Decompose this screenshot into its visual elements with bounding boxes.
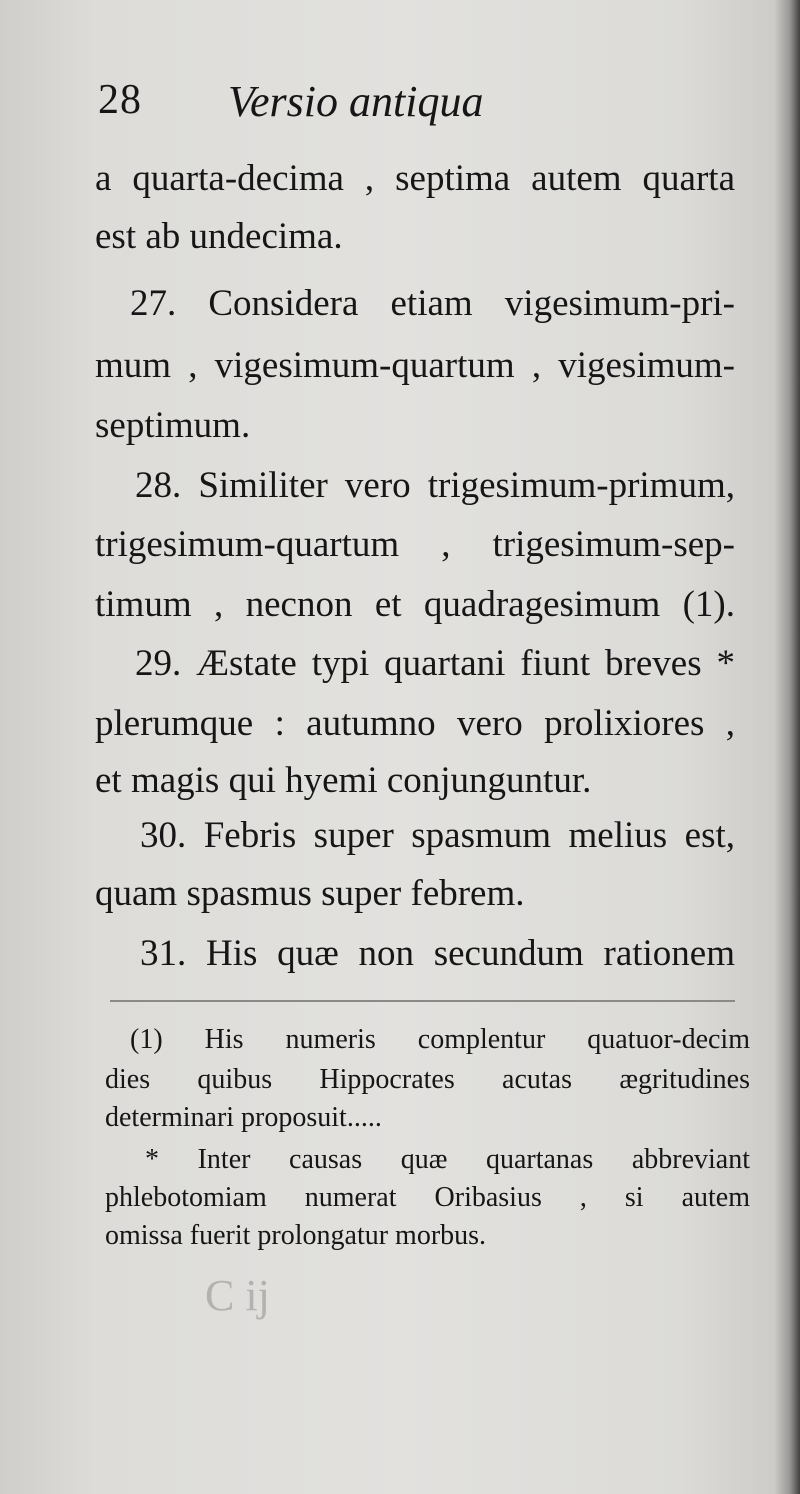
signature-mark: C ij <box>205 1271 270 1320</box>
body-line: 28. Similiter vero trigesimum-primum, <box>135 465 735 506</box>
footnote-line: determinari proposuit..... <box>105 1102 382 1133</box>
body-line: et magis qui hyemi conjunguntur. <box>95 760 592 801</box>
footnote-line: phlebotomiam numerat Oribasius , si autem <box>105 1182 750 1213</box>
page-header <box>98 76 718 136</box>
footnote-line: * Inter causas quæ quartanas abbreviant <box>145 1144 750 1175</box>
footnote-line: dies quibus Hippocrates acutas ægritudines <box>105 1064 750 1095</box>
body-line: quam spasmus super febrem. <box>95 873 525 914</box>
body-line: 29. Æstate typi quartani fiunt breves * <box>135 643 735 684</box>
body-line: 27. Considera etiam vigesimum-pri- <box>130 283 735 324</box>
body-line: septimum. <box>95 405 251 446</box>
body-line: trigesimum-quartum , trigesimum-sep- <box>95 524 735 565</box>
body-line: a quarta-decima , septima autem quarta <box>95 158 735 199</box>
body-line: 31. His quæ non secundum rationem <box>140 933 735 974</box>
body-line: est ab undecima. <box>95 216 343 257</box>
running-title: Versio antiqua <box>228 77 484 126</box>
page-number: 28 <box>98 77 142 123</box>
body-line: timum , necnon et quadragesimum (1). <box>95 584 735 625</box>
footnote-line: (1) His numeris complentur quatuor-decim <box>130 1024 750 1055</box>
footnote-rule <box>110 1000 735 1002</box>
page-edge-shadow <box>774 0 800 1494</box>
footnote-line: omissa fuerit prolongatur morbus. <box>105 1220 487 1251</box>
body-line: plerumque : autumno vero prolixiores , <box>95 703 735 744</box>
body-line: 30. Febris super spasmum melius est, <box>140 815 735 856</box>
body-line: mum , vigesimum-quartum , vigesimum- <box>95 345 735 386</box>
